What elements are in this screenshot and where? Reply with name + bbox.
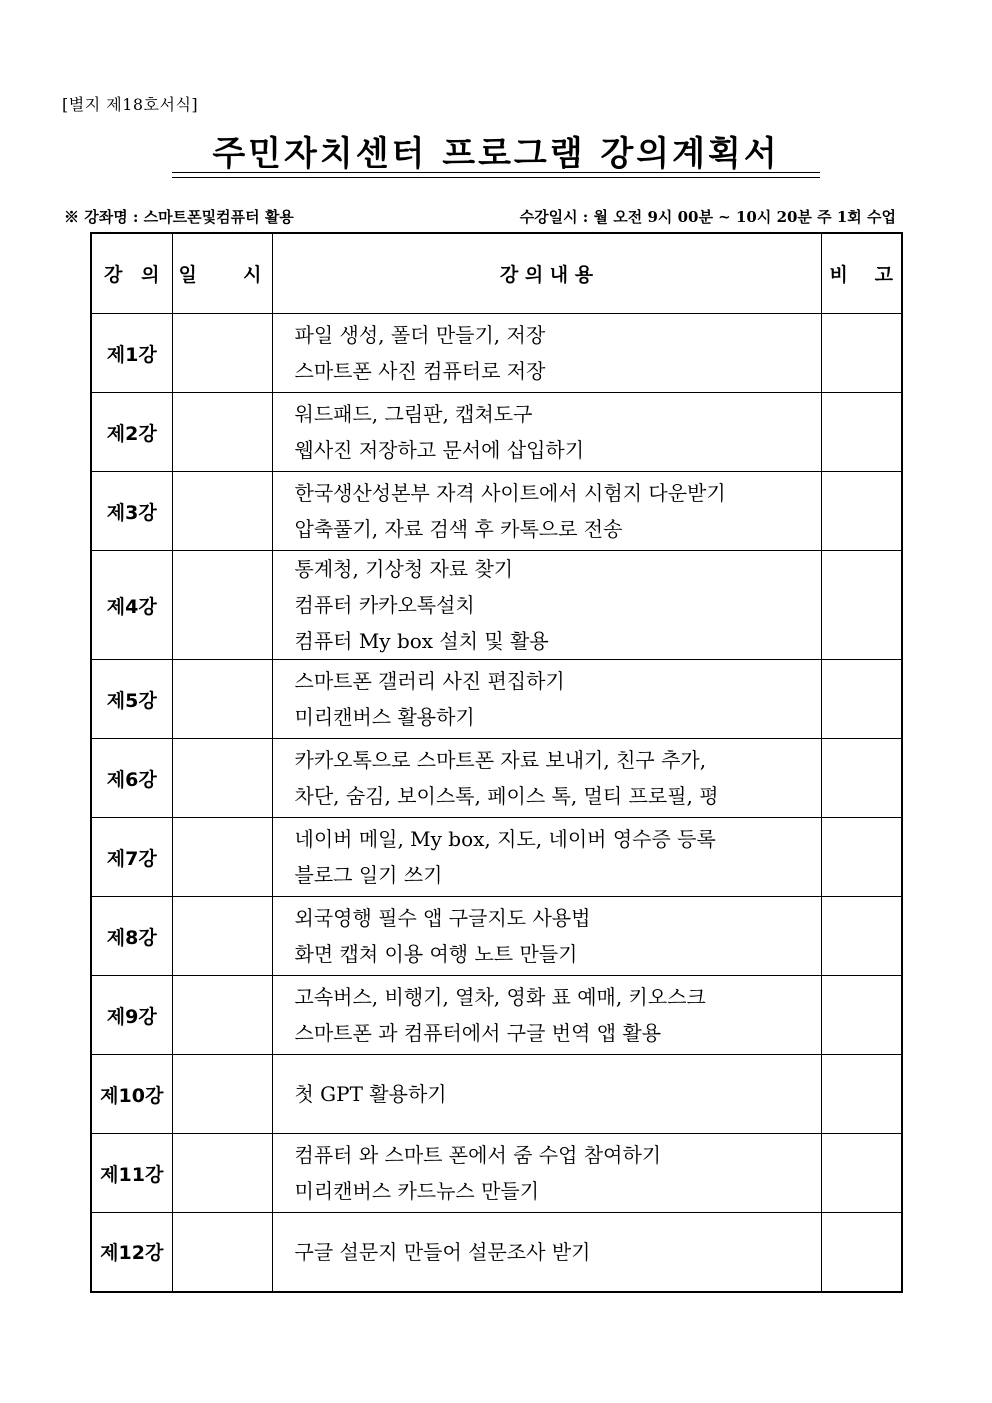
lecture-note-cell [821,1134,902,1213]
table-row [91,393,902,472]
course-name: ※ 강좌명 : 스마트폰및컴퓨터 활용 [64,208,294,226]
table-row [91,1213,902,1292]
lecture-date-cell [172,1213,272,1292]
lecture-note-cell [821,818,902,897]
lecture-date-cell [172,739,272,818]
header-date-char1: 일 [178,264,197,286]
header-lecture [91,233,172,314]
lecture-number: 제8강 [91,897,172,976]
lecture-content [272,314,821,393]
content-line: 워드패드, 그림판, 캡쳐도구 [294,402,533,426]
content-line: 카카오톡으로 스마트폰 자료 보내기, 친구 추가, [294,748,707,772]
lecture-number: 제2강 [91,393,172,472]
lecture-date-cell [172,314,272,393]
lecture-date-cell [172,897,272,976]
course-schedule: 수강일시 : 월 오전 9시 00분 ~ 10시 20분 주 1회 수업 [519,208,896,226]
lecture-number: 제4강 [91,551,172,660]
lecture-number: 제10강 [91,1055,172,1134]
table-header-row [91,233,902,314]
header-lecture-char2: 의 [141,264,160,286]
lecture-number: 제5강 [91,660,172,739]
lecture-content [272,393,821,472]
content-line: 미리캔버스 활용하기 [294,705,475,729]
document-title: 주민자치센터 프로그램 강의계획서 [212,134,780,174]
content-line: 한국생산성본부 자격 사이트에서 시험지 다운받기 [294,481,726,505]
header-date-char2: 시 [243,264,262,286]
title-underline [172,172,820,178]
lecture-note-cell [821,1055,902,1134]
lecture-content [272,897,821,976]
lecture-note-cell [821,1213,902,1292]
lecture-number: 제6강 [91,739,172,818]
lecture-date-cell [172,472,272,551]
content-line: 컴퓨터 카카오톡설치 [294,593,475,617]
lecture-note-cell [821,976,902,1055]
header-note-char2: 고 [874,264,893,286]
content-line: 컴퓨터 와 스마트 폰에서 줌 수업 참여하기 [294,1143,662,1167]
header-lecture-char1: 강 [104,264,123,286]
lecture-number: 제12강 [91,1213,172,1292]
table-row [91,314,902,393]
content-line: 스마트폰 사진 컴퓨터로 저장 [294,359,546,383]
table-row [91,976,902,1055]
content-line: 외국영행 필수 앱 구글지도 사용법 [294,906,591,930]
lecture-content [272,818,821,897]
lecture-date-cell [172,1134,272,1213]
header-content: 강 의 내 용 [272,233,821,314]
lecture-content [272,1134,821,1213]
table-row [91,1055,902,1134]
lecture-content [272,1213,821,1292]
lecture-content [272,739,821,818]
form-number: [별지 제18호서식] [62,95,199,114]
table-row [91,472,902,551]
lecture-number: 제9강 [91,976,172,1055]
content-line: 미리캔버스 카드뉴스 만들기 [294,1179,540,1203]
content-line: 네이버 메일, My box, 지도, 네이버 영수증 등록 [294,827,716,851]
lecture-date-cell [172,660,272,739]
content-line: 고속버스, 비행기, 열차, 영화 표 예매, 키오스크 [294,985,706,1009]
header-note [821,233,902,314]
lecture-note-cell [821,314,902,393]
lecture-content [272,551,821,660]
header-note-char1: 비 [829,264,848,286]
lecture-date-cell [172,393,272,472]
lecture-content [272,976,821,1055]
lecture-number: 제11강 [91,1134,172,1213]
lecture-number: 제1강 [91,314,172,393]
lecture-number: 제7강 [91,818,172,897]
lecture-number: 제3강 [91,472,172,551]
content-line: 컴퓨터 My box 설치 및 활용 [294,629,549,653]
content-line: 블로그 일기 쓰기 [294,863,443,887]
lecture-note-cell [821,660,902,739]
table-row [91,1134,902,1213]
content-line: 파일 생성, 폴더 만들기, 저장 [294,323,546,347]
content-line: 차단, 숨김, 보이스톡, 페이스 톡, 멀티 프로필, 평 [294,784,719,808]
content-line: 스마트폰 갤러리 사진 편집하기 [294,669,565,693]
lecture-note-cell [821,551,902,660]
table-row [91,739,902,818]
table-row [91,660,902,739]
lecture-date-cell [172,551,272,660]
table-row [91,897,902,976]
table-row [91,551,902,660]
content-line: 구글 설문지 만들어 설문조사 받기 [294,1239,591,1264]
content-line: 압축풀기, 자료 검색 후 카톡으로 전송 [294,517,623,541]
lecture-plan-table [90,232,903,1293]
header-date [172,233,272,314]
content-line: 첫 GPT 활용하기 [294,1082,447,1106]
lecture-date-cell [172,1055,272,1134]
content-line: 화면 캡쳐 이용 여행 노트 만들기 [294,942,578,966]
content-line: 통계청, 기상청 자료 찾기 [294,557,514,581]
lecture-content [272,472,821,551]
lecture-date-cell [172,818,272,897]
content-line: 스마트폰 과 컴퓨터에서 구글 번역 앱 활용 [294,1021,662,1045]
lecture-note-cell [821,897,902,976]
lecture-note-cell [821,739,902,818]
table-row [91,818,902,897]
lecture-date-cell [172,976,272,1055]
content-line: 웹사진 저장하고 문서에 삽입하기 [294,438,585,462]
lecture-content [272,660,821,739]
lecture-note-cell [821,393,902,472]
lecture-content [272,1055,821,1134]
lecture-note-cell [821,472,902,551]
